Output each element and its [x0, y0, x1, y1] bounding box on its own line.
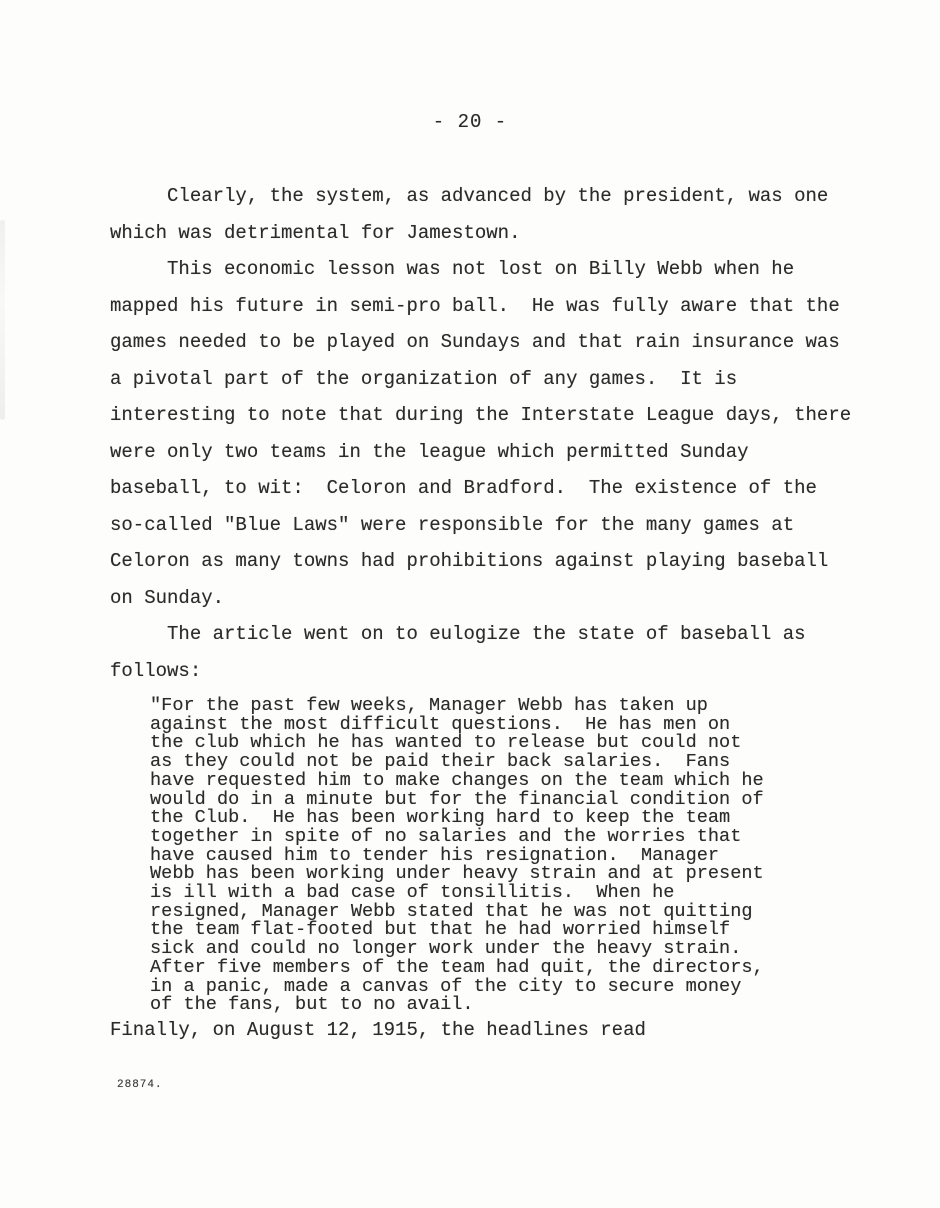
text-line: baseball, to wit: Celoron and Bradford. The existence of the	[110, 477, 817, 499]
text-line: as they could not be paid their back salaries. Fans	[150, 751, 731, 773]
text-line: follows:	[110, 659, 202, 682]
text-line: so-called "Blue Laws" were responsible for the many games at	[110, 513, 795, 536]
text-line: After five members of the team had quit, the directors,	[150, 956, 764, 978]
text-line: were only two teams in the league which permitted Sunday	[110, 440, 749, 463]
footer-reference-number: 28874.	[117, 1079, 163, 1091]
text-line: interesting to note that during the Interstate League days, there	[110, 404, 852, 426]
text-line: resigned, Manager Webb stated that he was not quitting	[150, 900, 753, 922]
text-line: have caused him to tender his resignation. Manager	[150, 844, 720, 866]
text-line: sick and could no longer work under the heavy strain.	[150, 938, 742, 960]
text-line: the club which he has wanted to release but could not	[150, 732, 742, 754]
text-line: of the fans, but to no avail.	[150, 994, 474, 1016]
text-line: on Sunday.	[110, 586, 225, 609]
text-line: have requested him to make changes on the team which he	[150, 769, 764, 791]
text-line: the team flat-footed but that he had worried himself	[150, 919, 731, 941]
text-line: together in spite of no salaries and the worries that	[150, 825, 742, 847]
text-line: in a panic, made a canvas of the city to secure money	[150, 975, 742, 997]
text-line: would do in a minute but for the financial condition of	[150, 788, 764, 810]
text-line: "For the past few weeks, Manager Webb has taken up	[150, 695, 708, 716]
text-line: This economic lesson was not lost on Billy Webb when he	[110, 258, 795, 280]
text-line: against the most difficult questions. He has men on	[150, 713, 731, 735]
body-paragraphs	[110, 178, 851, 689]
page-number: - 20 -	[432, 111, 508, 133]
closing-line: Finally, on August 12, 1915, the headlines read	[110, 1019, 646, 1041]
text-line: mapped his future in semi-pro ball. He was fully aware that the	[110, 294, 840, 317]
text-line: a pivotal part of the organization of any games. It is	[110, 367, 738, 390]
text-line: the Club. He has been working hard to keep the team	[150, 807, 731, 829]
text-line: is ill with a bad case of tonsillitis. When he	[150, 882, 675, 904]
text-line: which was detrimental for Jamestown.	[110, 221, 521, 244]
text-line: games needed to be played on Sundays and that rain insurance was	[110, 331, 840, 353]
block-quote	[150, 697, 764, 1015]
text-line: Celoron as many towns had prohibitions against playing baseball	[110, 550, 829, 572]
text-line: Webb has been working under heavy strain and at present	[150, 863, 764, 885]
text-line: Clearly, the system, as advanced by the president, was one	[110, 185, 829, 207]
text-line: The article went on to eulogize the state of baseball as	[110, 623, 806, 645]
